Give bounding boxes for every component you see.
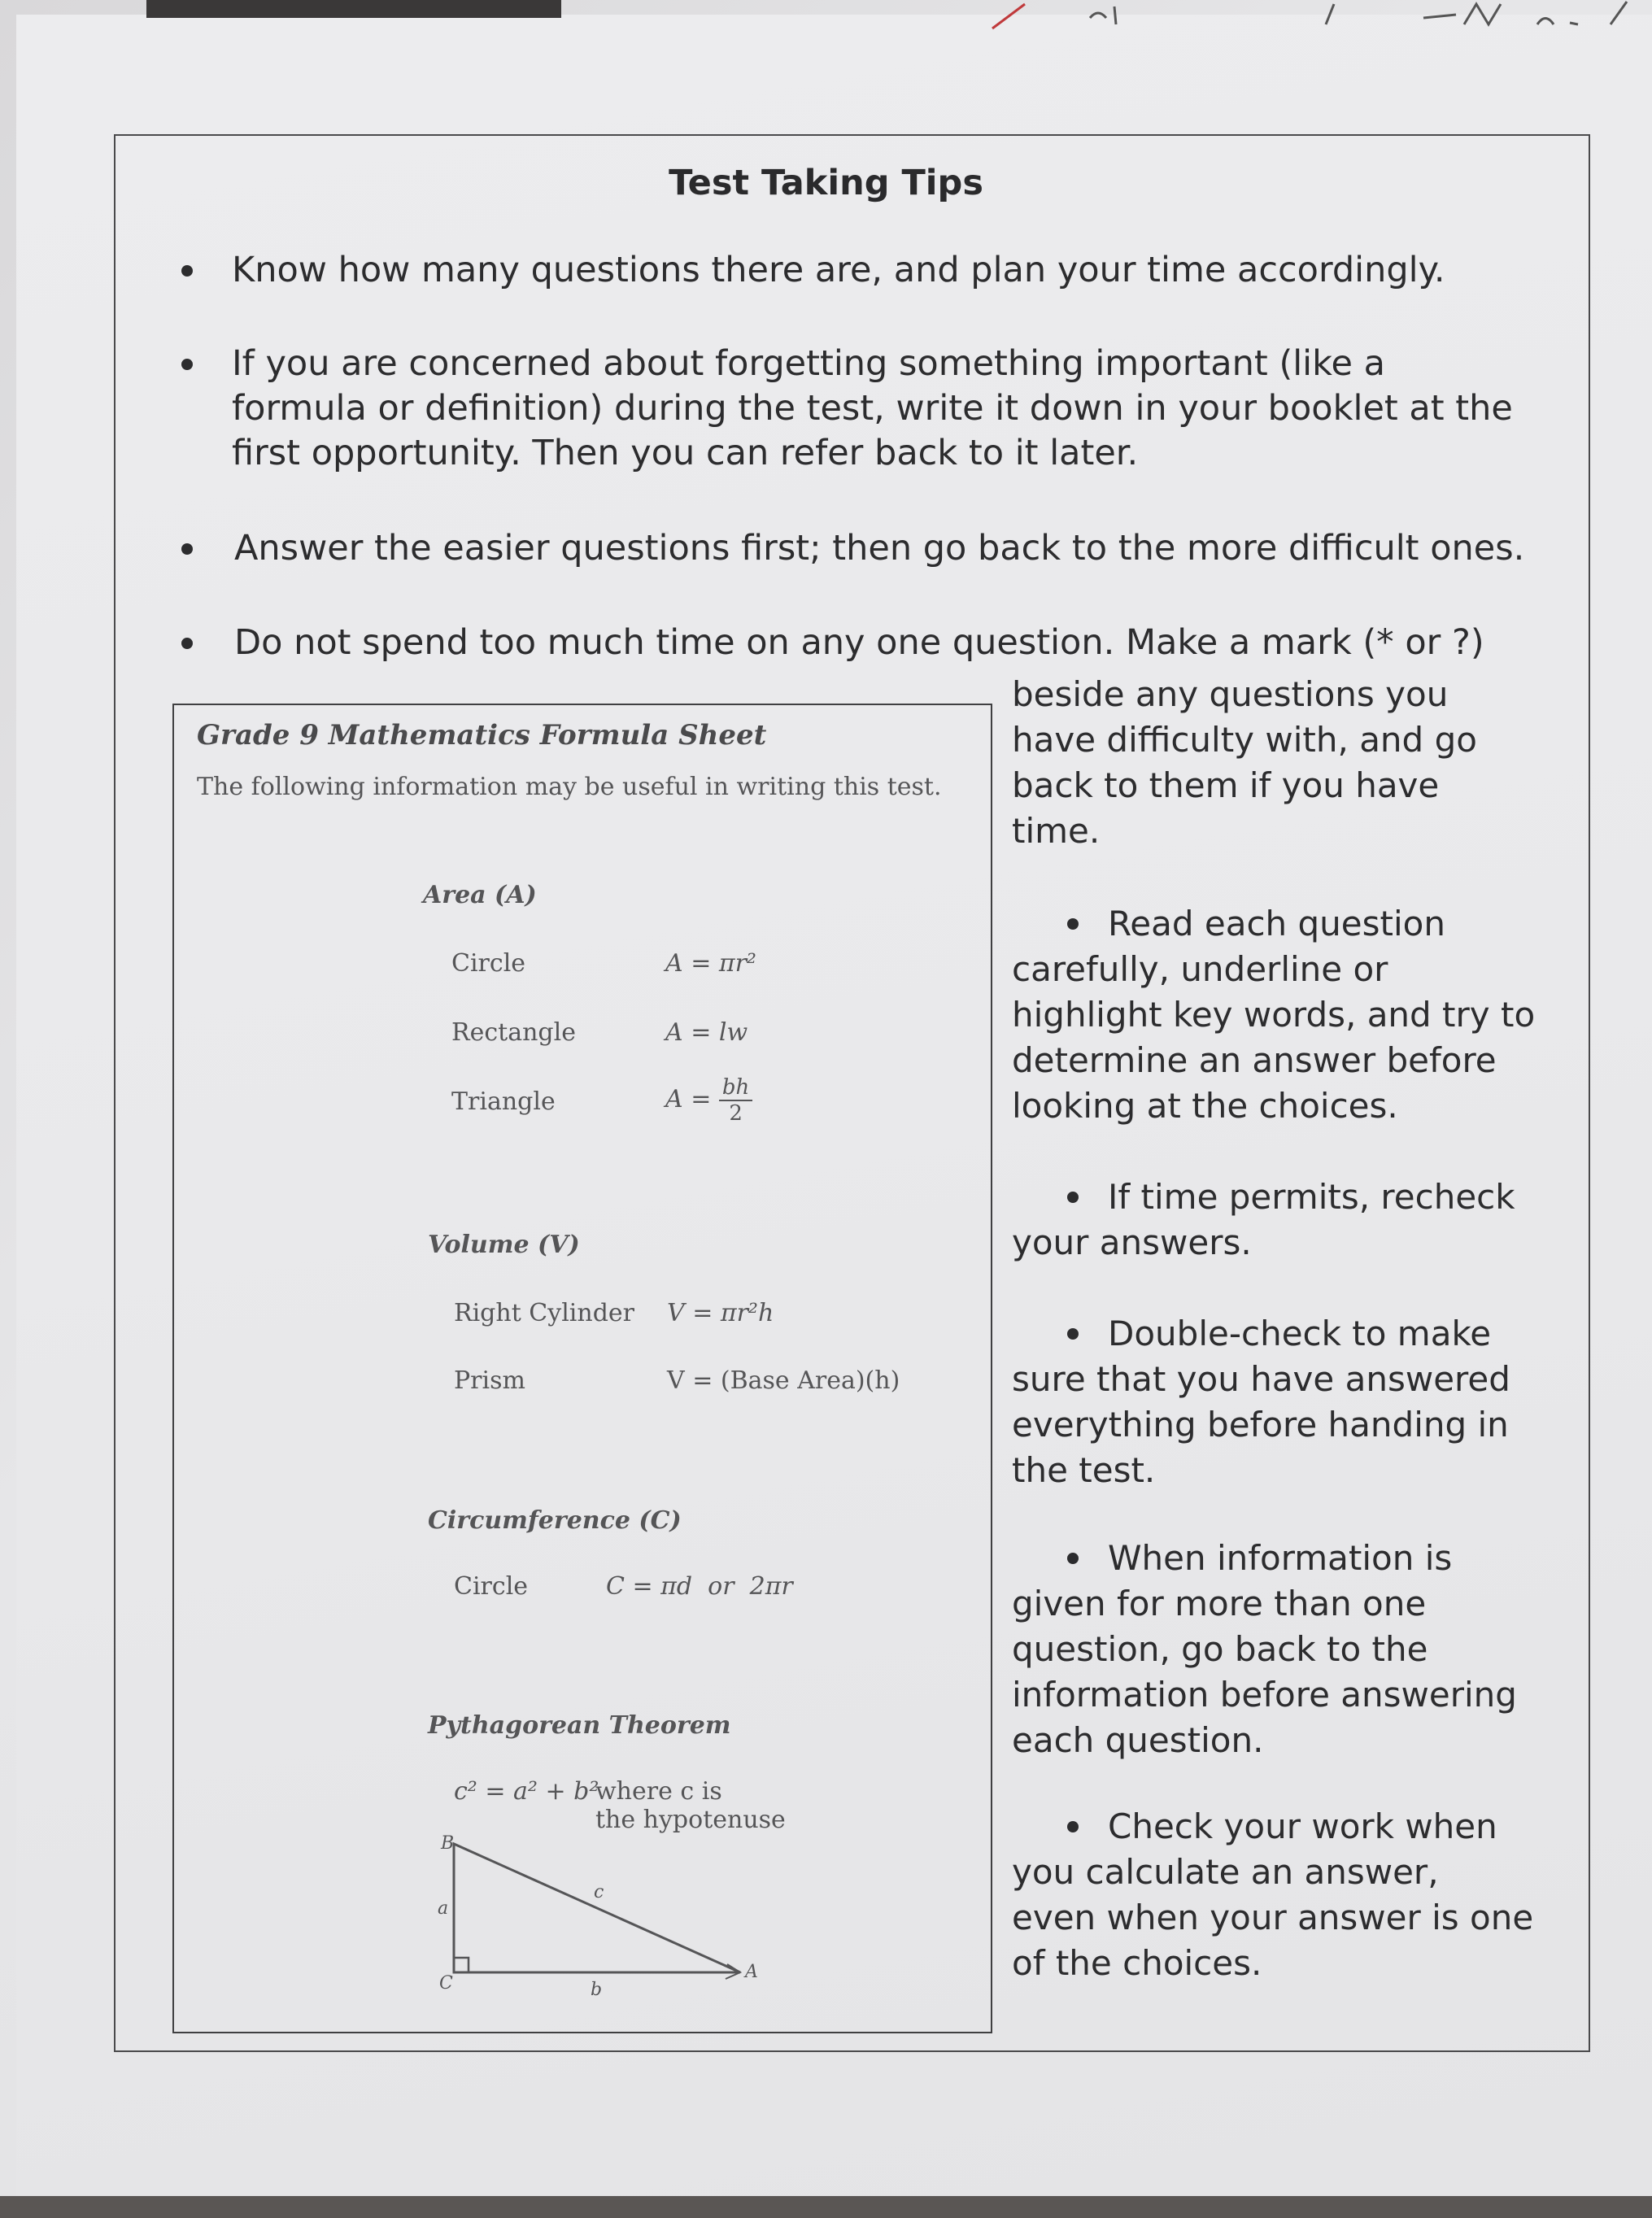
area-circle-formula: A = πr² (665, 949, 756, 978)
volume-cylinder-label: Right Cylinder (454, 1299, 635, 1327)
formula-sheet-subtitle: The following information may be useful in writing this test. (197, 773, 942, 801)
tip-line: Know how many questions there are, and plan your time accordingly. (232, 250, 1445, 290)
tip-line: given for more than one (1012, 1584, 1427, 1623)
formula-sheet-title: Grade 9 Mathematics Formula Sheet (197, 719, 767, 752)
folder-edge (146, 0, 561, 18)
side-label-b: b (591, 1980, 603, 2000)
right-angle-marker (454, 1958, 469, 1972)
pythagorean-formula: c² = a² + b² (454, 1777, 599, 1806)
area-triangle-formula (665, 1075, 752, 1126)
tip-line: highlight key words, and try to (1012, 995, 1536, 1035)
tip-line: back to them if you have (1012, 765, 1440, 805)
tip-2 (232, 342, 1513, 476)
tip-line: time. (1012, 811, 1101, 851)
tip-line: Do not spend too much time on any one question. Make a mark (* or ?) (234, 622, 1484, 663)
tip-line: formula or definition) during the test, write it down in your booklet at the (232, 388, 1513, 429)
volume-prism-formula: V = (Base Area)(h) (667, 1366, 900, 1395)
bullet-dot (181, 543, 193, 555)
triangle-shape (454, 1844, 740, 1972)
side-label-a: a (438, 1898, 449, 1919)
tip-line: even when your answer is one (1012, 1898, 1534, 1937)
bullet-dot (1067, 1328, 1079, 1340)
area-heading: Area (A) (423, 881, 537, 909)
tip-line: everything before handing in (1012, 1405, 1509, 1445)
tip-line: If you are concerned about forgetting something important (like a (232, 343, 1385, 384)
bullet-dot (1067, 1192, 1079, 1203)
area-rectangle-label: Rectangle (451, 1018, 576, 1047)
triangle-formula-prefix: A = (665, 1085, 712, 1113)
tip-7 (1012, 1311, 1565, 1493)
vertex-label-A: A (745, 1962, 758, 1982)
area-triangle-label: Triangle (451, 1087, 556, 1116)
volume-prism-label: Prism (454, 1366, 525, 1395)
tip-8 (1012, 1536, 1565, 1763)
tip-line: sure that you have answered (1012, 1359, 1510, 1399)
area-circle-label: Circle (451, 949, 526, 978)
tip-line: carefully, underline or (1012, 949, 1388, 989)
desk-edge (0, 2196, 1652, 2218)
tip-1 (232, 248, 1445, 293)
tip-line: When information is (1108, 1538, 1453, 1578)
tip-line: If time permits, recheck (1108, 1177, 1515, 1217)
tip-4 (234, 621, 1484, 665)
pythagorean-note-2: the hypotenuse (595, 1806, 786, 1834)
bullet-dot (181, 359, 193, 370)
tip-line: you calculate an answer, (1012, 1852, 1439, 1892)
tip-line: beside any questions you (1012, 674, 1449, 714)
right-triangle-diagram (431, 1826, 789, 2005)
area-rectangle-formula: A = lw (665, 1018, 748, 1047)
tip-6 (1012, 1174, 1565, 1266)
tip-3 (234, 526, 1524, 571)
tip-line: question, go back to the (1012, 1629, 1428, 1669)
page-title: Test Taking Tips (669, 163, 983, 203)
tip-line: the test. (1012, 1450, 1156, 1490)
volume-cylinder-formula: V = πr²h (667, 1299, 774, 1327)
tip-line: each question. (1012, 1720, 1264, 1760)
triangle-fraction (719, 1075, 752, 1126)
circumference-circle-label: Circle (454, 1572, 529, 1601)
handwriting-scribble (968, 0, 1652, 33)
tip-line: Double-check to make (1108, 1314, 1492, 1353)
tip-line: your answers. (1012, 1222, 1252, 1262)
bullet-dot (1067, 1553, 1079, 1564)
bullet-dot (181, 638, 193, 649)
fraction-numerator: bh (719, 1075, 752, 1101)
volume-heading: Volume (V) (428, 1231, 580, 1259)
tip-9 (1012, 1804, 1565, 1986)
tip-line: Answer the easier questions first; then go back to the more difficult ones. (234, 528, 1525, 569)
tip-line: Check your work when (1108, 1806, 1497, 1846)
vertex-label-B: B (441, 1833, 455, 1854)
vertex-label-C: C (439, 1973, 453, 1994)
bullet-dot (1067, 1821, 1079, 1832)
tip-line: Read each question (1108, 904, 1445, 943)
tip-line: looking at the choices. (1012, 1086, 1398, 1126)
bullet-dot (1067, 918, 1079, 930)
tip-line: first opportunity. Then you can refer back to it later. (232, 433, 1139, 473)
tip-5 (1012, 901, 1565, 1129)
fraction-denominator: 2 (729, 1101, 743, 1126)
tip-4-continued (1012, 672, 1565, 854)
side-label-c: c (594, 1882, 604, 1902)
tip-line: information before answering (1012, 1675, 1517, 1715)
bullet-dot (181, 265, 193, 277)
tip-line: determine an answer before (1012, 1040, 1497, 1080)
pythagorean-note-1: where c is (595, 1777, 722, 1806)
circumference-circle-formula: C = πd or 2πr (606, 1572, 793, 1601)
circumference-heading: Circumference (C) (428, 1506, 682, 1535)
pythagorean-heading: Pythagorean Theorem (428, 1711, 731, 1740)
tip-line: have difficulty with, and go (1012, 720, 1477, 760)
tip-line: of the choices. (1012, 1943, 1262, 1983)
